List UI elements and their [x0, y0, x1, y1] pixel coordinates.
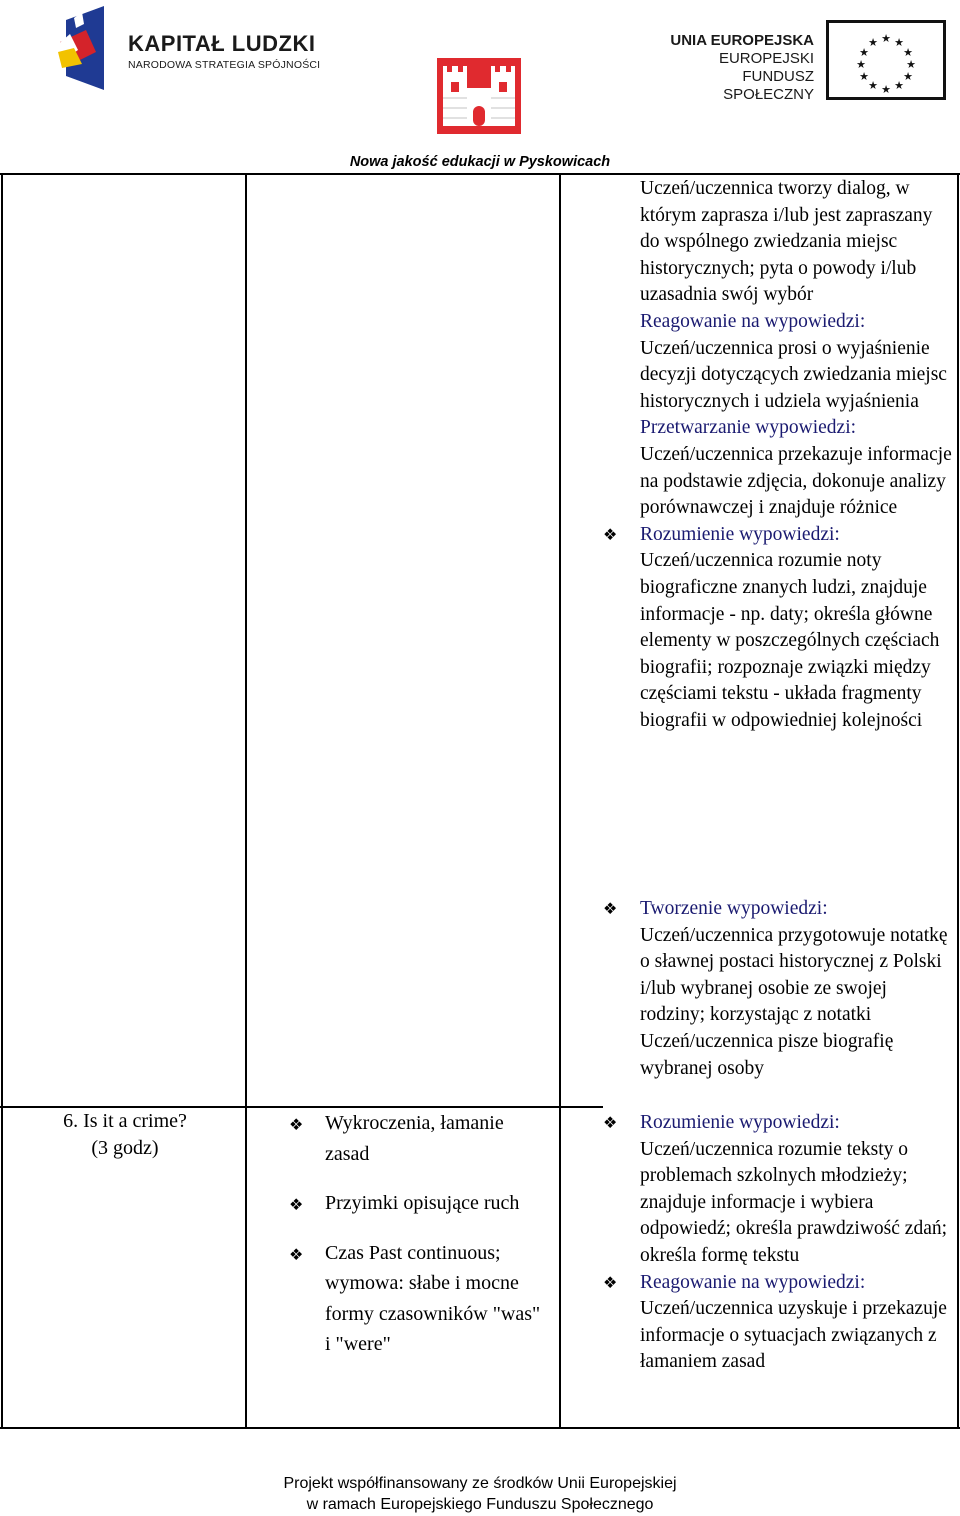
- unit-title: 6. Is it a crime?: [63, 1110, 187, 1132]
- column-divider-1: [245, 173, 247, 1428]
- table-bottom-border: [0, 1427, 960, 1429]
- diamond-bullet-icon: ❖: [289, 1244, 304, 1264]
- list-item: [603, 522, 953, 735]
- eu-line-3: FUNDUSZ SPOŁECZNY: [723, 68, 814, 103]
- svg-text:★: ★: [868, 79, 878, 92]
- table-right-border: [957, 173, 959, 1428]
- eu-logo-text: [654, 32, 814, 104]
- pyskowice-crest-icon: [437, 58, 521, 134]
- list-item: [289, 1188, 549, 1219]
- list-item: [289, 1108, 549, 1169]
- svg-text:★: ★: [881, 32, 891, 45]
- svg-text:★: ★: [906, 58, 916, 71]
- skill-head: Rozumienie wypowiedzi:: [640, 1112, 840, 1133]
- kapital-ludzki-emblem-icon: [56, 6, 116, 92]
- svg-text:★: ★: [903, 46, 913, 59]
- przetwarzanie-heading: [603, 415, 953, 442]
- skills-cell-tworzenie: [603, 896, 953, 1082]
- svg-text:★: ★: [859, 46, 869, 59]
- column-divider-2: [559, 173, 561, 1428]
- eu-line-2: EUROPEJSKI: [718, 50, 814, 67]
- eu-flag-icon: [826, 20, 946, 100]
- svg-text:★: ★: [894, 79, 904, 92]
- svg-text:★: ★: [881, 83, 891, 96]
- dialog-skill-text: Uczeń/uczennica tworzy dialog, w którym zaprasza i/lub jest zapraszany do wspólnego zwiedzania miejsc historycznych; pyta o powody i/lub uzasadnia swój wybór: [640, 178, 933, 306]
- topic-text: Czas Past continuous; wymowa: słabe i mocne formy czasowników "was" i "were": [325, 1241, 541, 1355]
- reagowanie-heading: [603, 309, 953, 336]
- skill-head: Reagowanie na wypowiedzi:: [640, 1271, 866, 1293]
- footer: [0, 1473, 960, 1515]
- diamond-bullet-icon: ❖: [289, 1195, 304, 1214]
- svg-text:★: ★: [903, 70, 913, 83]
- diamond-bullet-icon: ❖: [603, 899, 618, 918]
- footer-line-2: w ramach Europejskiego Funduszu Społecznego: [306, 1496, 654, 1513]
- svg-text:★: ★: [856, 58, 866, 71]
- skill-text: Uczeń/uczennica uzyskuje i przekazuje informacje o sytuacjach związanych z łamaniem zasad: [640, 1298, 947, 1373]
- svg-text:★: ★: [868, 36, 878, 49]
- skills-cell-row6: [603, 1110, 953, 1376]
- kapital-ludzki-subtitle: NARODOWA STRATEGIA SPÓJNOŚCI: [128, 59, 321, 71]
- svg-text:★: ★: [859, 70, 869, 83]
- list-item: [603, 896, 953, 1082]
- footer-line-1: Projekt współfinansowany ze środków Unii Europejskiej: [283, 1475, 677, 1492]
- table-left-border: [1, 173, 3, 1428]
- unit-hours: (3 godz): [91, 1137, 159, 1159]
- przetwarzanie-text: Uczeń/uczennica przekazuje informacje na podstawie zdjęcia, dokonuje analizy porównawczej i znajduje różnice: [640, 443, 952, 519]
- list-item: [603, 1270, 953, 1376]
- diamond-bullet-icon: ❖: [603, 1272, 618, 1292]
- diamond-bullet-icon: ❖: [603, 524, 618, 544]
- rozumienie-text: Uczeń/uczennica rozumie noty biograficzne znanych ludzi, znajduje informacje - np. daty; określa główne elementy w poszczególnych częściach biografii; rozpoznaje związki między częściami tekstu - układa fragmenty biografii w odpowiedniej kolejności: [640, 550, 940, 731]
- reagowanie-text: Uczeń/uczennica prosi o wyjaśnienie decyzji dotyczących zwiedzania miejsc historycznych i udziela wyjaśnienia: [640, 337, 947, 412]
- przetwarzanie-head: Przetwarzanie wypowiedzi:: [640, 417, 857, 439]
- tworzenie-text: Uczeń/uczennica przygotowuje notatkę o sławnej postaci historycznej z Polski i/lub wybranej osobie ze swojej rodziny; korzystając z notatki Uczeń/uczennica pisze biografię wybranej osoby: [640, 924, 948, 1079]
- topic-text: Przyimki opisujące ruch: [325, 1192, 520, 1214]
- list-item: [603, 1110, 953, 1270]
- reagowanie-head: Reagowanie na wypowiedzi:: [640, 310, 866, 332]
- topic-text: Wykroczenia, łamanie zasad: [325, 1112, 504, 1165]
- project-title: Nowa jakość edukacji w Pyskowicach: [349, 154, 611, 170]
- skills-cell-top: [603, 176, 953, 734]
- svg-text:★: ★: [894, 36, 904, 49]
- list-item: [289, 1238, 549, 1360]
- rozumienie-head: Rozumienie wypowiedzi:: [640, 523, 840, 545]
- table-top-border: [0, 173, 960, 175]
- skill-text: Uczeń/uczennica rozumie teksty o problemach szkolnych młodzieży; znajduje informacje i wybiera odpowiedź; określa prawdziwość zdań; określa formę tekstu: [640, 1138, 948, 1266]
- tworzenie-head: Tworzenie wypowiedzi:: [640, 898, 828, 919]
- diamond-bullet-icon: ❖: [603, 1113, 618, 1132]
- topics-cell: [289, 1108, 549, 1379]
- kapital-ludzki-title: KAPITAŁ LUDZKI: [128, 31, 316, 56]
- eu-line-1: UNIA EUROPEJSKA: [670, 32, 814, 49]
- diamond-bullet-icon: ❖: [289, 1115, 304, 1134]
- unit-cell: [30, 1108, 220, 1162]
- kapital-ludzki-logo: [56, 6, 336, 92]
